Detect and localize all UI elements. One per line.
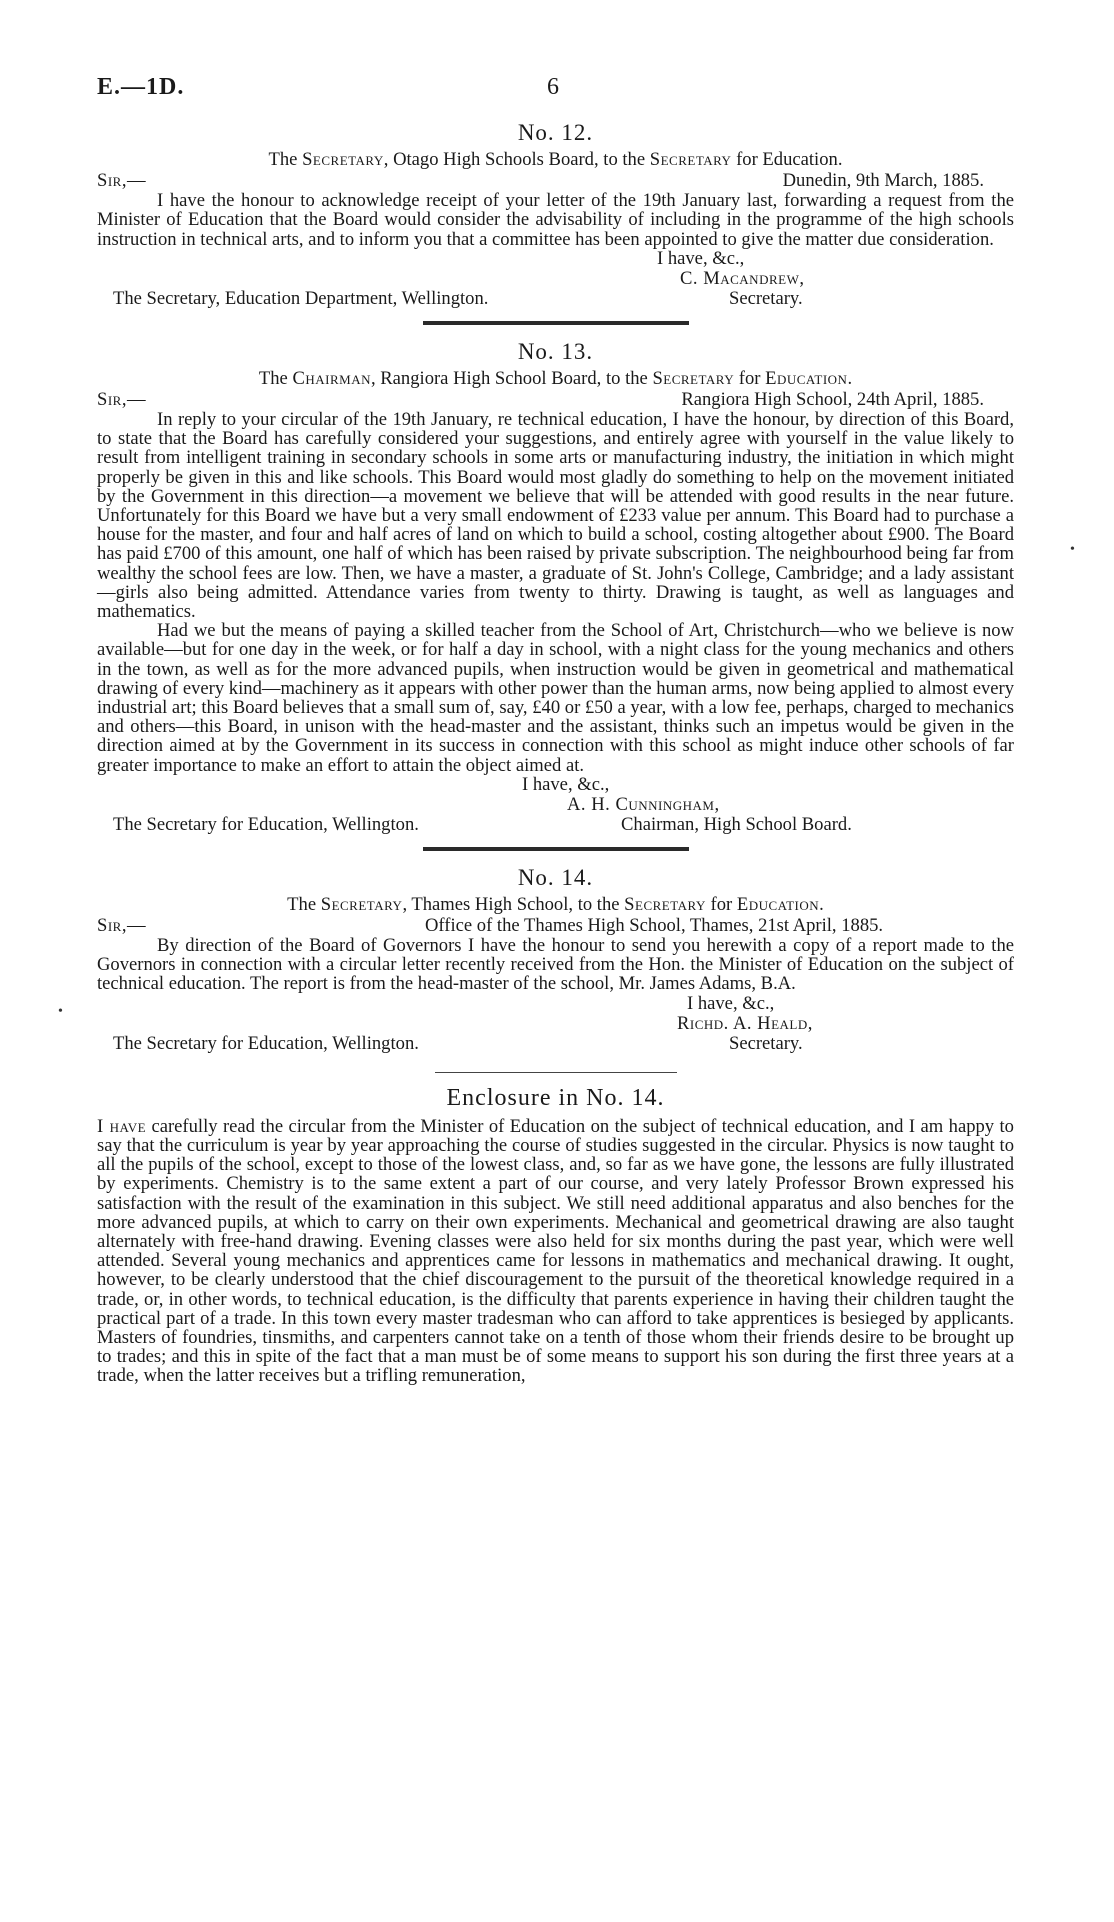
section-divider (423, 321, 689, 325)
closing-line (97, 249, 1014, 269)
signer-line (97, 795, 1014, 815)
salutation: Sir,— (97, 170, 147, 192)
closing: I have, &c., (657, 247, 745, 269)
letter-paragraph: Had we but the means of paying a skilled teacher from the School of Art, Christchurch—who we believe is now available—but for one day in the week, or for half a day in school, with a night class for the young mechanics and others in the town, as well as for the more advanced pupils, when instruction would be given in geometrical and mathematical drawing of every kind—machinery as it appears with other power than the human arms, now being applied to almost every industrial art; this Board believes that a small sum of, say, £40 or £50 a year, with a low fee, perhaps, charged to mechanics and others—this Board, in unison with the head-master and the assistant, thinks such an impetus would be given in the direction aimed at by the Government in its success in connection with this school as might induce other schools of far greater importance to make an effort to attain the object aimed at. (97, 620, 1014, 776)
salutation: Sir,— (97, 915, 147, 937)
signer-name: C. Macandrew, (680, 267, 805, 289)
enclosure-text: carefully read the circular from the Minister of Education on the subject of technical education, and I am happy to say that the curriculum is year by year approaching the course of studies suggested in the circular. Physics is now taught to all the pupils of the school, except to those of the lowest class, and, so far as we have gone, the lessons are fully illustrated by experiments. Chemistry is to the same extent a part of our course, and very lately Professor Brown expressed his satisfaction with the result of the examination in this subject. We still need additional apparatus and also benches for the more advanced pupils, at which to carry on their own experiments. Mechanical and geometrical drawing are also taught alternately with free-hand drawing. Evening classes were also held for six months during the past year, which were well attended. Several young mechanics and apprentices came for lessons in mathematics and mechanical drawing. It ought, however, to be clearly understood that the chief discouragement to the pursuit of the theoretical knowledge required in a trade, or, in other words, to technical education, is the difficulty that parents experience in having their children taught the practical part of a trade. In this town every master tradesman who can afford to take apprentices is besieged by applicants. Masters of foundries, tinsmiths, and carpenters cannot take on a tenth of those whom their friends desire to be brought up to trades; and this in spite of the fact that a man must be of some means to support his son during the first three years at a trade, when the latter receives but a trifling remuneration, (97, 1115, 1014, 1387)
closing-line (97, 775, 1014, 795)
recipient-line (97, 815, 1014, 835)
recipient: The Secretary for Education, Wellington. (113, 1032, 419, 1054)
letter-paragraph: In reply to your circular of the 19th January, re technical education, I have the honour, by direction of this Board, to state that the Board has carefully considered your suggestions, and entirely agree with yourself in the value likely to result from intelligent training in secondary schools in some arts or manufacturing industry, the initiation in which might properly be given in this and like schools. This Board would most gladly do something to help on the movement initiated by the Government in this direction—a movement we believe that will be attended with good results in the near future. Unfortunately for this Board we have but a very small endowment of £233 value per annum. This Board had to purchase a house for the master, and four and half acres of land on which to build a school, costing altogether about £900. The Board has paid £700 of this amount, one half of which has been raised by private subscription. The neighbourhood being far from wealthy the school fees are low. Then, we have a master, a graduate of St. John's College, Cambridge; and a lady assistant—girls also being admitted. Attendance varies from twenty to thirty. Drawing is taught, as well as languages and mathematics. (97, 409, 1014, 623)
page-number: 6 (547, 74, 559, 100)
section-divider (423, 847, 689, 851)
margin-mark: • (1070, 542, 1075, 557)
page-header (97, 74, 1014, 112)
margin-mark: • (58, 1004, 63, 1019)
letter-no-12 (97, 120, 1014, 309)
place-date: Office of the Thames High School, Thames, 21st April, 1885. (425, 915, 884, 937)
letter-paragraph: By direction of the Board of Governors I have the honour to send you herewith a copy of a report made to the Governors in connection with a circular letter recently received from the Hon. the Minister of Education on the subject of technical education. The report is from the head-master of the school, Mr. James Adams, B.A. (97, 935, 1014, 995)
closing: I have, &c., (522, 773, 610, 795)
letter-no-14 (97, 865, 1014, 1054)
recipient: The Secretary, Education Department, Wellington. (113, 287, 489, 309)
section-title: No. 12. (517, 120, 594, 145)
salutation-line (97, 916, 1014, 936)
letter-address-line: The Secretary, Thames High School, to the Secretary for Education. (287, 893, 824, 915)
letter-address-line: The Secretary, Otago High Schools Board, to the Secretary for Education. (268, 149, 843, 170)
closing-line (97, 994, 1014, 1014)
signer-line (97, 269, 1014, 289)
place-date: Rangiora High School, 24th April, 1885. (681, 389, 984, 411)
recipient-line (97, 289, 1014, 309)
closing: I have, &c., (687, 992, 775, 1014)
salutation-line (97, 171, 1014, 191)
section-title: No. 13. (517, 338, 594, 364)
salutation: Sir,— (97, 389, 147, 411)
signer-line (97, 1014, 1014, 1034)
enclosure-lead: I have (97, 1115, 147, 1137)
enclosure-no-14 (97, 1085, 1014, 1386)
signer-title: Secretary. (729, 287, 803, 309)
place-date: Dunedin, 9th March, 1885. (782, 170, 984, 192)
recipient-line (97, 1034, 1014, 1054)
signer-name: A. H. Cunningham, (567, 793, 720, 815)
recipient: The Secretary for Education, Wellington. (113, 813, 419, 835)
letter-address-line: The Chairman, Rangiora High School Board, to the Secretary for Education. (258, 367, 853, 389)
enclosure-title: Enclosure in No. 14. (446, 1084, 665, 1111)
letter-no-13 (97, 339, 1014, 835)
signer-name: Richd. A. Heald, (677, 1012, 813, 1034)
section-title: No. 14. (517, 864, 594, 890)
signer-title: Chairman, High School Board. (621, 813, 852, 835)
salutation-line (97, 390, 1014, 410)
section-divider (435, 1072, 677, 1073)
paper-reference: E.—1D. (97, 74, 185, 100)
letter-paragraph: I have the honour to acknowledge receipt of your letter of the 19th January last, forwarding a request from the Minister of Education that the Board would consider the advisability of including in the programme of the high schools instruction in technical arts, and to inform you that a committee has been appointed to give the matter due consideration. (97, 190, 1014, 250)
enclosure-paragraph (97, 1117, 1014, 1386)
signer-title: Secretary. (729, 1032, 803, 1054)
